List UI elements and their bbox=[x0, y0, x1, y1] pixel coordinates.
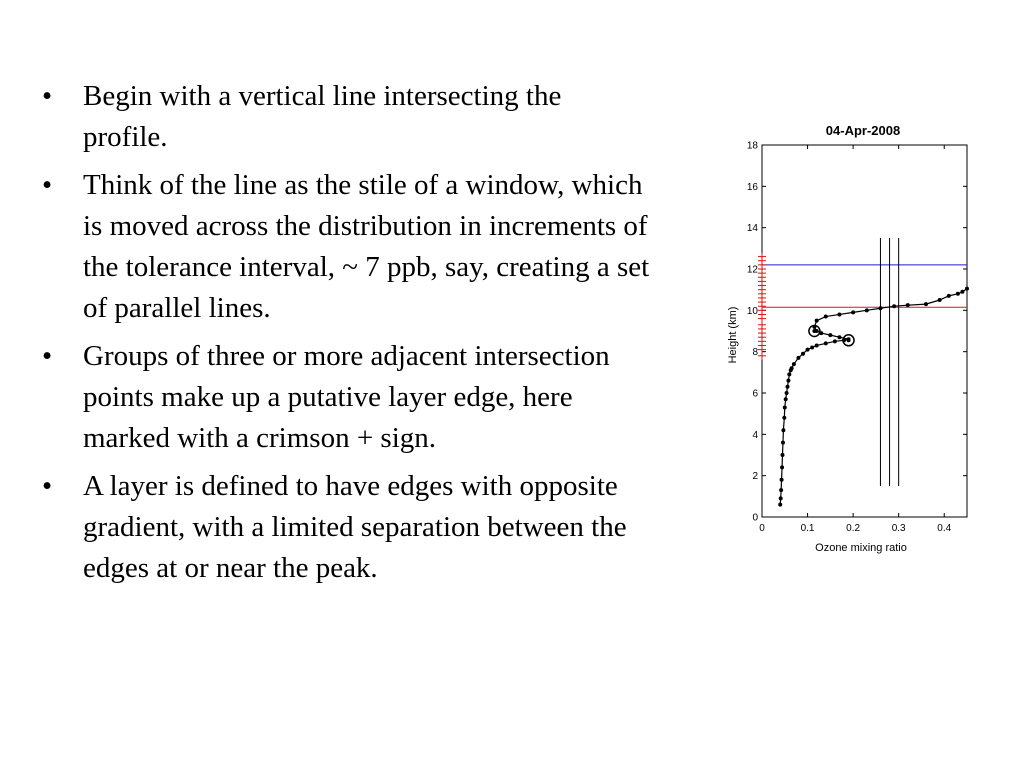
data-point bbox=[780, 465, 784, 469]
axis-ticks bbox=[747, 141, 967, 535]
y-tick-label: 18 bbox=[746, 140, 758, 152]
bullet-dot: • bbox=[42, 169, 53, 201]
data-point bbox=[837, 312, 841, 316]
data-point bbox=[778, 503, 782, 507]
ozone-profile-line bbox=[780, 289, 967, 505]
bullet-text: A layer is defined to have edges with opposite gradient, with a limited separation between the edges at or near the peak. bbox=[83, 470, 627, 584]
data-point bbox=[782, 416, 786, 420]
data-point bbox=[786, 385, 790, 389]
data-point bbox=[786, 379, 790, 383]
data-point bbox=[784, 397, 788, 401]
circled-point-center bbox=[847, 338, 851, 342]
y-tick-label: 12 bbox=[746, 264, 758, 276]
data-point bbox=[783, 405, 787, 409]
data-point bbox=[965, 287, 969, 291]
bullet-item bbox=[40, 76, 650, 158]
data-point bbox=[806, 348, 810, 352]
bullet-text: Think of the line as the stile of a window, which is moved across the distribution in increments of the tolerance interval, ~ 7 ppb, say, creating a set of parallel lines. bbox=[83, 169, 650, 324]
data-point bbox=[851, 310, 855, 314]
bullet-dot: • bbox=[42, 470, 53, 502]
plot-marks bbox=[758, 238, 969, 507]
data-point bbox=[947, 294, 951, 298]
data-point bbox=[781, 441, 785, 445]
data-point bbox=[833, 339, 837, 343]
data-point bbox=[781, 428, 785, 432]
bullet-text: Groups of three or more adjacent intersection points make up a putative layer edge, here marked with a crimson + sign. bbox=[83, 340, 610, 454]
y-tick-label: 14 bbox=[746, 223, 758, 235]
bullet-item bbox=[40, 165, 650, 329]
data-point bbox=[938, 298, 942, 302]
y-tick-label: 10 bbox=[746, 305, 758, 317]
data-point bbox=[960, 290, 964, 294]
x-tick-label: 0.1 bbox=[800, 523, 815, 534]
data-point bbox=[924, 302, 928, 306]
data-point bbox=[878, 306, 882, 310]
x-tick-label: 0.3 bbox=[891, 523, 906, 534]
bullet-list bbox=[40, 76, 650, 596]
data-point bbox=[824, 341, 828, 345]
data-point bbox=[779, 496, 783, 500]
x-tick-label: 0 bbox=[759, 523, 765, 534]
y-tick-label: 8 bbox=[752, 347, 758, 359]
data-point bbox=[815, 343, 819, 347]
data-point bbox=[815, 319, 819, 323]
data-point bbox=[892, 304, 896, 308]
bullet-dot: • bbox=[42, 340, 53, 372]
y-tick-label: 2 bbox=[752, 471, 758, 483]
data-point bbox=[906, 303, 910, 307]
plot-frame bbox=[762, 145, 967, 517]
bullet-dot: • bbox=[42, 80, 53, 112]
bullet-item bbox=[40, 336, 650, 459]
data-point bbox=[780, 478, 784, 482]
data-point bbox=[792, 362, 796, 366]
data-point bbox=[779, 488, 783, 492]
data-point bbox=[865, 308, 869, 312]
data-point bbox=[828, 333, 832, 337]
data-point bbox=[801, 352, 805, 356]
data-point bbox=[790, 366, 794, 370]
data-point bbox=[787, 372, 791, 376]
data-point bbox=[837, 335, 841, 339]
data-point bbox=[781, 453, 785, 457]
y-tick-label: 0 bbox=[752, 512, 758, 524]
y-tick-label: 16 bbox=[746, 181, 758, 193]
chart-title: 04-Apr-2008 bbox=[825, 123, 901, 138]
circled-point-center bbox=[812, 329, 816, 333]
data-point bbox=[796, 356, 800, 360]
y-tick-label: 4 bbox=[752, 429, 758, 441]
y-tick-label: 6 bbox=[752, 388, 758, 400]
data-point bbox=[785, 391, 789, 395]
x-tick-label: 0.2 bbox=[846, 523, 861, 534]
y-axis-label: Height (km) bbox=[727, 306, 739, 364]
bullet-text: Begin with a vertical line intersecting the profile. bbox=[83, 80, 562, 153]
x-tick-label: 0.4 bbox=[937, 523, 952, 534]
data-point bbox=[824, 315, 828, 319]
data-point bbox=[956, 292, 960, 296]
x-axis-label: Ozone mixing ratio bbox=[815, 542, 907, 554]
ozone-profile-chart bbox=[712, 112, 982, 562]
bullet-item bbox=[40, 466, 650, 589]
data-point bbox=[810, 346, 814, 350]
